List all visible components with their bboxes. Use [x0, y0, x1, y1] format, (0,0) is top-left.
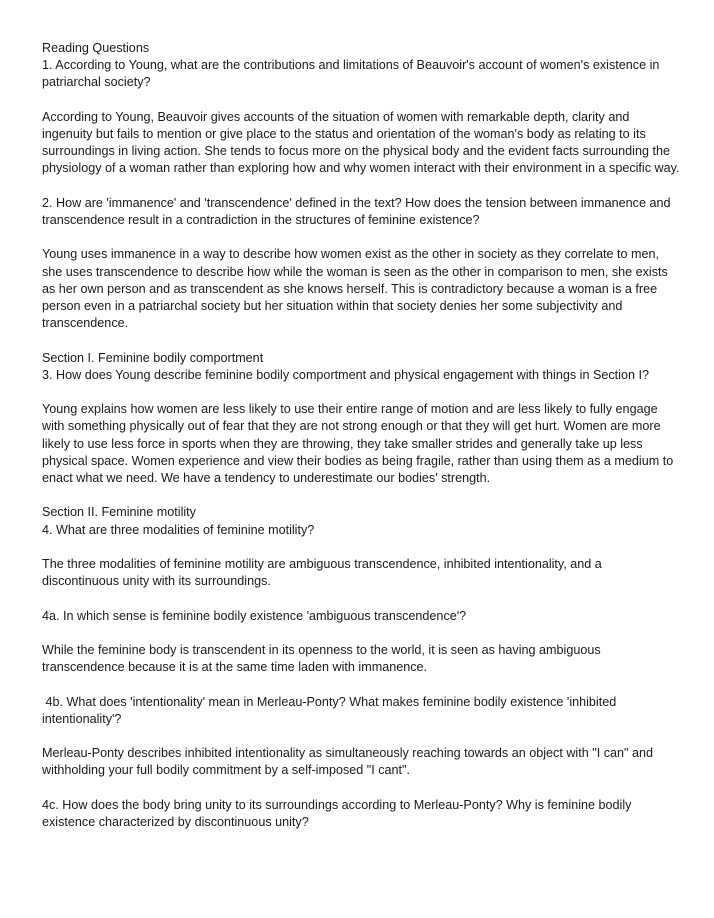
question-4: 4. What are three modalities of feminine motility?: [42, 522, 315, 537]
question-4a: 4a. In which sense is feminine bodily existence 'ambiguous transcendence'?: [42, 608, 467, 623]
reading-questions-heading: Reading Questions: [42, 41, 150, 55]
section-2-heading: Section II. Feminine motility: [42, 505, 196, 520]
answer-4a: While the feminine body is transcendent in its openness to the world, it is seen as having ambiguous transcendence because it is at the same time laden with immanence.: [42, 642, 605, 675]
answer-3: Young explains how women are less likely to use their entire range of motion and are less likely to fully engage with something physically out of fear that they are not strong enough or that they will get hurt. Women are more likely to use less force in sports when they are throwing, they take smaller strides and generally take up less physical space. Women experience and view their bodies as being fragile, rather than using them as a medium to enact what we need. We have a tendency to underestimate our bodies' strength.: [42, 402, 677, 485]
answer-4b: Merleau-Ponty describes inhibited intentionality as simultaneously reaching towards an object with "I can" and withholding your full bodily commitment by a self-imposed "I cant".: [42, 746, 657, 778]
answer-2: Young uses immanence in a way to describe how women exist as the other in society as they correlate to men, she uses transcendence to describe how while the woman is seen as the other in comparison to men, she exists as her own person and as transcendent as she knows herself. This is contradictory because a woman is a free person even in a patriarchal society but her situation within that society denies her some subjectivity and transcendence.: [42, 247, 672, 331]
document-page: [42, 40, 682, 831]
question-3: 3. How does Young describe feminine bodily comportment and physical engagement with things in Section I?: [42, 367, 649, 382]
section-1-heading: Section I. Feminine bodily comportment: [42, 350, 264, 365]
answer-4: The three modalities of feminine motility are ambiguous transcendence, inhibited intentionality, and a discontinuous unity with its surroundings.: [42, 556, 606, 589]
question-4b: 4b. What does 'intentionality' mean in Merleau-Ponty? What makes feminine bodily existence 'inhibited intentionality'?: [42, 694, 620, 726]
answer-1: According to Young, Beauvoir gives accounts of the situation of women with remarkable depth, clarity and ingenuity but fails to mention or give place to the status and orientation of the woman's body as relating to its surroundings in living action. She tends to focus more on the physical body and the evident facts surrounding the physiology of a woman rather than exploring how and why women interact with their environment in a specific way.: [42, 109, 680, 176]
question-2: 2. How are 'immanence' and 'transcendence' defined in the text? How does the tension between immanence and transcendence result in a contradiction in the structures of feminine existence?: [42, 195, 674, 227]
question-1: 1. According to Young, what are the contributions and limitations of Beauvoir's account of women's existence in patriarchal society?: [42, 58, 663, 90]
question-4c: 4c. How does the body bring unity to its surroundings according to Merleau-Ponty? Why is feminine bodily existence characterized by discontinuous unity?: [42, 797, 635, 829]
